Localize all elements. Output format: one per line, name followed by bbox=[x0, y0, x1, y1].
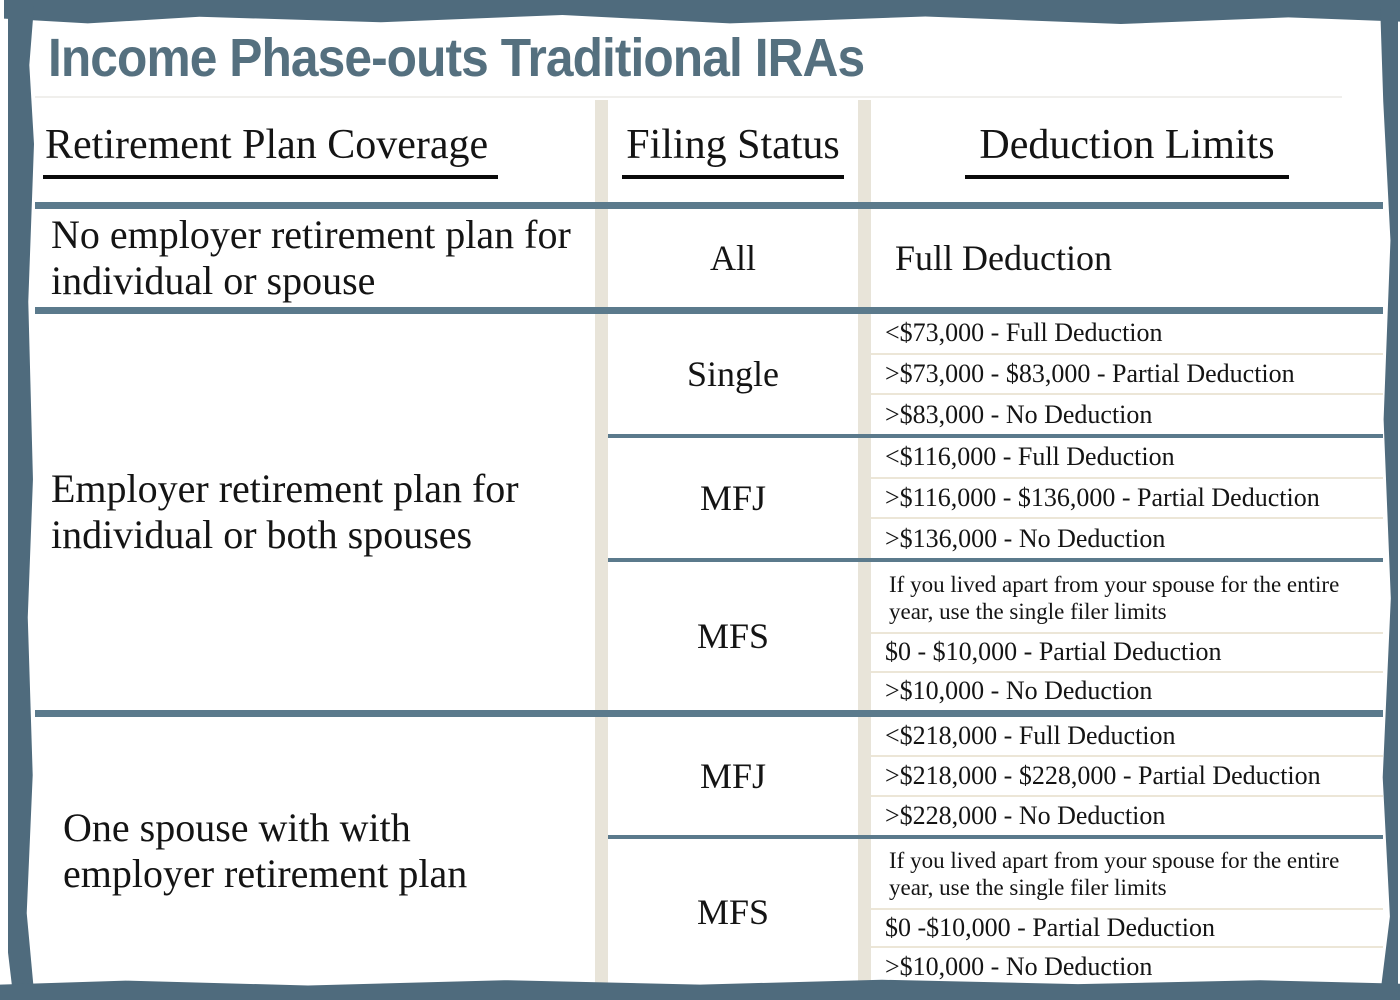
deduction-limit-text: >$218,000 - $228,000 - Partial Deduction bbox=[885, 761, 1321, 790]
coverage-cell-one-spouse-plan bbox=[35, 717, 595, 985]
deduction-limit-text: <$116,000 - Full Deduction bbox=[885, 442, 1175, 472]
deduction-limit-cell-full bbox=[871, 209, 1383, 307]
deduction-limit-row bbox=[871, 717, 1383, 755]
deduction-limit-text: >$116,000 - $136,000 - Partial Deduction bbox=[885, 483, 1320, 512]
deduction-limits-mfj bbox=[871, 717, 1383, 835]
deduction-limit-row bbox=[871, 477, 1383, 518]
deduction-limit-text: $0 - $10,000 - Partial Deduction bbox=[885, 637, 1222, 667]
deduction-limit-text: >$136,000 - No Deduction bbox=[885, 523, 1166, 553]
deduction-limit-text: <$218,000 - Full Deduction bbox=[885, 721, 1176, 750]
filing-status-cell-mfs bbox=[608, 839, 858, 985]
header-retirement-plan-coverage bbox=[35, 100, 595, 202]
header-label: Filing Status bbox=[622, 123, 844, 179]
row-divider bbox=[35, 202, 1383, 209]
deduction-limit-row bbox=[871, 632, 1383, 671]
deduction-limit-row bbox=[871, 795, 1383, 835]
deduction-limit-text: >$228,000 - No Deduction bbox=[885, 801, 1166, 830]
deduction-limit-text: >$10,000 - No Deduction bbox=[885, 676, 1153, 706]
deduction-note-row bbox=[871, 562, 1383, 632]
coverage-text: Employer retirement plan for individual or both spouses bbox=[51, 466, 519, 557]
filing-status-cell-mfj bbox=[608, 717, 858, 835]
deduction-limit-row bbox=[871, 517, 1383, 558]
filing-status-label: Single bbox=[686, 354, 779, 394]
row-divider bbox=[35, 307, 1383, 314]
deduction-limit-text: >$73,000 - $83,000 - Partial Deduction bbox=[885, 359, 1295, 388]
filing-status-cell-mfj bbox=[608, 438, 858, 558]
deduction-note-text: If you lived apart from your spouse for the entire year, use the single filer limits bbox=[889, 848, 1340, 901]
deduction-limit-row bbox=[871, 671, 1383, 710]
deduction-limit-row bbox=[871, 393, 1383, 434]
filing-status-label: MFS bbox=[696, 616, 770, 656]
header-label: Retirement Plan Coverage bbox=[43, 123, 498, 179]
deduction-limit-text: <$73,000 - Full Deduction bbox=[885, 318, 1163, 348]
filing-subtable bbox=[608, 314, 1383, 710]
coverage-cell-employer-plan bbox=[35, 314, 595, 710]
column-separator-band bbox=[595, 100, 608, 985]
deduction-note-text: If you lived apart from your spouse for the entire year, use the single filer limits bbox=[889, 571, 1340, 624]
filing-status-label: MFJ bbox=[699, 478, 767, 518]
deduction-limits-mfs bbox=[871, 839, 1383, 985]
header-deduction-limits bbox=[871, 100, 1383, 202]
deduction-limits-mfj bbox=[871, 438, 1383, 558]
deduction-limit-row bbox=[871, 314, 1383, 353]
deduction-limit-text: >$83,000 - No Deduction bbox=[885, 399, 1153, 429]
coverage-cell-no-employer-plan bbox=[35, 209, 595, 307]
filing-status-cell-single bbox=[608, 314, 858, 434]
deduction-limit-row bbox=[871, 438, 1383, 477]
filing-status-label: MFJ bbox=[699, 756, 767, 796]
filing-status-label: All bbox=[709, 238, 756, 278]
filing-status-cell-mfs bbox=[608, 562, 858, 710]
filing-status-label: MFS bbox=[696, 892, 770, 932]
coverage-text: One spouse with with employer retirement plan bbox=[63, 805, 468, 896]
deduction-limit-row bbox=[871, 908, 1383, 947]
deduction-limit-row bbox=[871, 353, 1383, 394]
ira-phaseout-table bbox=[35, 100, 1383, 985]
deduction-limit-text: Full Deduction bbox=[895, 238, 1112, 278]
page-title: Income Phase-outs Traditional IRAs bbox=[48, 28, 865, 88]
deduction-limit-row bbox=[871, 755, 1383, 795]
title-divider bbox=[35, 96, 1342, 98]
deduction-limits-single bbox=[871, 314, 1383, 434]
deduction-limits-mfs bbox=[871, 562, 1383, 710]
header-filing-status bbox=[608, 100, 858, 202]
deduction-limit-text: $0 -$10,000 - Partial Deduction bbox=[885, 913, 1215, 943]
deduction-limit-text: >$10,000 - No Deduction bbox=[885, 951, 1153, 981]
coverage-text: No employer retirement plan for individual or spouse bbox=[51, 212, 571, 303]
deduction-limit-row bbox=[871, 946, 1383, 985]
row-divider bbox=[35, 710, 1383, 717]
filing-status-cell-all bbox=[608, 209, 858, 307]
frame-top-edge bbox=[4, 0, 1400, 30]
frame-left-edge bbox=[8, 6, 34, 992]
filing-subtable bbox=[608, 717, 1383, 985]
header-label: Deduction Limits bbox=[965, 123, 1288, 179]
deduction-note-row bbox=[871, 839, 1383, 908]
